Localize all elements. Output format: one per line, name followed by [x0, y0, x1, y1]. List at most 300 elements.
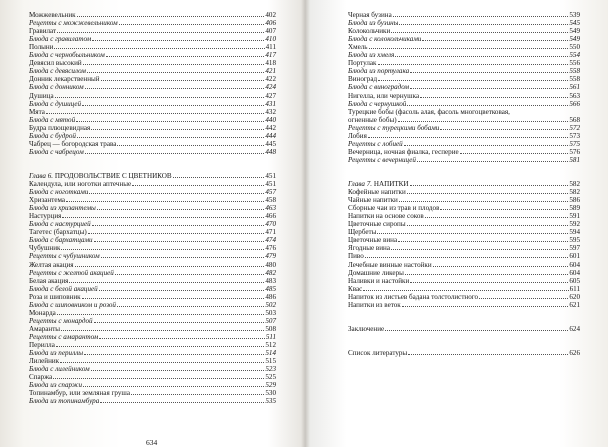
toc-entry	[29, 349, 276, 357]
toc-entry	[29, 236, 276, 244]
toc-entry	[348, 325, 580, 333]
entry-page: 440	[265, 115, 276, 124]
toc-entry	[29, 204, 276, 212]
entry-title: Рецепты с вечерницей	[348, 155, 416, 164]
entry-title: Наливки и настойки	[348, 276, 410, 285]
toc-entry	[348, 188, 580, 196]
entry-page: 529	[265, 381, 276, 390]
dot-leader	[89, 193, 264, 194]
dot-leader	[398, 241, 568, 242]
toc-entry	[29, 373, 276, 381]
dot-leader	[54, 48, 264, 49]
entry-page: 597	[569, 244, 580, 253]
entry-title: Блюда с бархатцами	[29, 236, 93, 245]
entry-page: 514	[265, 349, 276, 358]
dot-leader	[407, 105, 568, 106]
dot-leader	[402, 306, 569, 307]
entry-page: 626	[569, 349, 580, 358]
toc-entry	[29, 333, 276, 341]
entry-title: Пиво	[348, 252, 364, 261]
toc-entry	[29, 51, 276, 59]
toc-entry	[29, 301, 276, 309]
entry-page: 445	[265, 139, 276, 148]
dot-leader	[479, 298, 568, 299]
entry-title: Сборные чаи из трав и плодов	[348, 204, 440, 213]
entry-title: Тагетес (бархатцы)	[29, 228, 87, 237]
toc-entry	[29, 67, 276, 75]
toc-entry	[29, 381, 276, 389]
toc-entry	[348, 132, 580, 140]
toc-entry	[29, 59, 276, 67]
entry-page: 624	[569, 324, 580, 333]
toc-entry	[348, 293, 580, 301]
toc-entry	[29, 11, 276, 19]
dot-leader	[77, 16, 265, 17]
entry-page: 444	[265, 131, 276, 140]
entry-title: Рецепты с можжевельником	[29, 19, 118, 28]
entry-title: Вечерница, ночная фиалка, гесперие	[348, 147, 459, 156]
toc-entry	[29, 357, 276, 365]
dot-leader	[410, 72, 568, 73]
entry-page: 508	[265, 324, 276, 333]
dot-leader	[55, 97, 265, 98]
entry-title: Черная бузина	[348, 11, 392, 20]
entry-title: Колокольчики	[348, 27, 391, 36]
toc-entry	[348, 204, 580, 212]
entry-title: Блюда с шиповником и розой	[29, 300, 116, 309]
entry-title	[348, 180, 409, 188]
entry-page: 604	[569, 260, 580, 269]
dot-leader	[132, 185, 264, 186]
entry-page: 432	[265, 107, 276, 116]
toc-entry	[348, 252, 580, 260]
entry-page: 427	[265, 91, 276, 100]
dot-leader	[460, 153, 569, 154]
toc-entry	[29, 277, 276, 285]
entry-page: 402	[265, 11, 276, 20]
entry-page: 594	[569, 228, 580, 237]
entry-title: Блюда из хмеля	[348, 51, 395, 60]
chapter-title: НАПИТКИ	[373, 180, 409, 189]
toc-entry	[29, 140, 276, 148]
dot-leader	[399, 201, 569, 202]
entry-page: 525	[265, 373, 276, 382]
toc-entry	[29, 108, 276, 116]
entry-title: Щербеты	[348, 228, 377, 237]
toc-entry	[348, 269, 580, 277]
toc-entry	[348, 67, 580, 75]
entry-title: Ягодные вина	[348, 244, 390, 253]
entry-title: Монарда	[29, 308, 56, 317]
entry-page: 611	[569, 284, 580, 293]
entry-page: 601	[569, 252, 580, 261]
dot-leader	[87, 72, 264, 73]
entry-title: Список литературы	[348, 349, 408, 358]
entry-page: 535	[265, 397, 276, 406]
entry-page: 589	[569, 204, 580, 213]
dot-leader	[57, 314, 265, 315]
toc-entry	[29, 365, 276, 373]
entry-page: 424	[265, 83, 276, 92]
entry-title: Блюда из спаржи	[29, 381, 83, 390]
entry-page: 573	[569, 131, 580, 140]
entry-page: 483	[265, 276, 276, 285]
toc-entry	[29, 285, 276, 293]
entry-title: Блюда с лилейником	[29, 365, 90, 374]
dot-leader	[94, 241, 265, 242]
toc-entry	[29, 27, 276, 35]
dot-leader	[100, 402, 264, 403]
toc-entry	[348, 212, 580, 220]
entry-title: Календула, или ноготки аптечные	[29, 180, 132, 189]
chapter-heading	[348, 180, 580, 188]
entry-title: Блюда с чабрецом	[29, 147, 84, 156]
toc-entry	[29, 341, 276, 349]
entry-title: Блюда с настурцией	[29, 220, 91, 229]
entry-title: Кофейные напитки	[348, 188, 406, 197]
entry-page: 515	[265, 357, 276, 366]
dot-leader	[82, 298, 265, 299]
toc-entry	[348, 228, 580, 236]
entry-page: 586	[569, 196, 580, 205]
entry-title: Гравилат	[29, 27, 57, 36]
entry-page: 485	[265, 284, 276, 293]
entry-page: 417	[265, 51, 276, 60]
toc-entry	[348, 83, 580, 91]
entry-title: Блюда с мятой	[29, 115, 76, 124]
dot-leader	[61, 330, 264, 331]
entry-title: Хмель	[348, 43, 368, 52]
toc-entry	[348, 35, 580, 43]
entry-title: Блюда с колокольчиками	[348, 35, 422, 44]
entry-page: 566	[569, 99, 580, 108]
entry-title: Рецепты с желтой акацией	[29, 268, 114, 277]
entry-title: Роза и шиповник	[29, 292, 81, 301]
entry-page: 431	[265, 99, 276, 108]
entry-page: 620	[569, 292, 580, 301]
dot-leader	[115, 274, 265, 275]
toc-entry	[29, 389, 276, 397]
entry-page: 482	[265, 268, 276, 277]
entry-page: 418	[265, 59, 276, 68]
dot-leader	[377, 233, 568, 234]
entry-page: 550	[569, 43, 580, 52]
toc-entry	[348, 43, 580, 51]
dot-leader	[417, 161, 568, 162]
entry-title: Лобия	[348, 131, 367, 140]
dot-leader	[173, 177, 265, 178]
entry-page: 451	[265, 171, 276, 180]
entry-title: Чайные напитки	[348, 196, 398, 205]
dot-leader	[391, 249, 568, 250]
entry-page: 512	[265, 340, 276, 349]
entry-title: Рецепты с амарантом	[29, 332, 99, 341]
dot-leader	[420, 97, 568, 98]
entry-title: Блюда из портулака	[348, 67, 410, 76]
dot-leader	[83, 386, 264, 387]
entry-title: Лечебные винные настойки	[348, 260, 432, 269]
dot-leader	[94, 322, 265, 323]
entry-page: 480	[265, 260, 276, 269]
entry-title: Турецкие бобы (фасоль алая, фасоль многоцветковая,	[348, 107, 510, 116]
page-number: 634	[146, 438, 158, 447]
toc-entry	[348, 124, 580, 132]
toc-entry	[29, 180, 276, 188]
entry-title: Топинамбур, или земляная груша	[29, 389, 131, 398]
toc-entry	[29, 228, 276, 236]
entry-title: Блюда с девясилом	[29, 67, 86, 76]
entry-title: Желтая акация	[29, 260, 74, 269]
dot-leader	[391, 32, 568, 33]
entry-page: 595	[569, 236, 580, 245]
toc-entry	[29, 35, 276, 43]
toc-right	[348, 11, 580, 357]
entry-title	[29, 172, 172, 180]
entry-title: Блюда из периллы	[29, 349, 84, 358]
dot-leader	[368, 137, 569, 138]
dot-leader	[97, 209, 265, 210]
dot-leader	[99, 338, 264, 339]
toc-entry	[29, 75, 276, 83]
dot-leader	[66, 201, 264, 202]
toc-entry	[29, 269, 276, 277]
dot-leader	[408, 354, 568, 355]
toc-entry	[348, 285, 580, 293]
entry-page: 471	[265, 228, 276, 237]
entry-page: 474	[265, 236, 276, 245]
entry-page: 558	[569, 75, 580, 84]
entry-title: Рецепты с лобией	[348, 139, 403, 148]
toc-entry	[348, 277, 580, 285]
entry-title: Домашние ликеры	[348, 268, 404, 277]
dot-leader	[369, 48, 569, 49]
entry-title: Цветочные вина	[348, 236, 398, 245]
entry-page: 563	[569, 91, 580, 100]
dot-leader	[363, 290, 568, 291]
toc-entry	[29, 43, 276, 51]
toc-entry	[348, 196, 580, 204]
toc-entry	[348, 301, 580, 309]
entry-title: Настурция	[29, 212, 62, 221]
dot-leader	[62, 217, 264, 218]
toc-entry	[348, 148, 580, 156]
entry-page: 410	[265, 35, 276, 44]
entry-page: 591	[569, 212, 580, 221]
dot-leader	[56, 346, 265, 347]
dot-leader	[75, 266, 265, 267]
dot-leader	[405, 274, 568, 275]
entry-title: Душица	[29, 91, 54, 100]
dot-leader	[440, 209, 568, 210]
entry-title: Виноград	[348, 75, 378, 84]
entry-page: 476	[265, 244, 276, 253]
dot-leader	[407, 193, 569, 194]
entry-title: Блюда с чернобыльником	[29, 51, 105, 60]
entry-page: 422	[265, 75, 276, 84]
entry-page: 549	[569, 27, 580, 36]
entry-title: Чабрец — богородская трава	[29, 139, 117, 148]
dot-leader	[410, 185, 569, 186]
dot-leader	[101, 257, 265, 258]
entry-title: огненные бобы)	[348, 115, 397, 124]
entry-page: 511	[265, 332, 276, 341]
entry-page: 576	[569, 147, 580, 156]
entry-page: 457	[265, 188, 276, 197]
entry-page: 558	[569, 67, 580, 76]
toc-entry	[29, 91, 276, 99]
toc-entry	[29, 252, 276, 260]
dot-leader	[395, 56, 568, 57]
entry-title: Рецепты с чубушником	[29, 252, 100, 261]
toc-entry	[348, 349, 580, 357]
entry-title: Полыни	[29, 43, 54, 52]
toc-entry	[348, 220, 580, 228]
entry-page: 502	[265, 300, 276, 309]
dot-leader	[76, 121, 264, 122]
entry-page: 486	[265, 292, 276, 301]
entry-page: 545	[569, 19, 580, 28]
toc-entry	[29, 325, 276, 333]
toc-entry	[348, 244, 580, 252]
entry-title: Напитки на основе соков	[348, 212, 424, 221]
dot-leader	[398, 121, 569, 122]
entry-title: Рецепты с монардой	[29, 316, 93, 325]
toc-entry	[348, 19, 580, 27]
dot-leader	[83, 64, 265, 65]
toc-entry	[29, 83, 276, 91]
dot-leader	[440, 129, 568, 130]
toc-entry	[29, 19, 276, 27]
entry-title: Блюда из топинамбура	[29, 397, 100, 406]
toc-entry	[348, 236, 580, 244]
entry-page: 582	[569, 188, 580, 197]
entry-title: Блюда с гравилатом	[29, 35, 92, 44]
chapter-heading	[29, 172, 276, 180]
dot-leader	[85, 153, 265, 154]
dot-leader	[82, 105, 264, 106]
entry-page: 561	[569, 83, 580, 92]
entry-page: 463	[265, 204, 276, 213]
dot-leader	[53, 378, 264, 379]
toc-entry	[348, 116, 580, 124]
toc-entry	[348, 11, 580, 19]
entry-title: Хризантема	[29, 196, 66, 205]
entry-page: 592	[569, 220, 580, 229]
entry-page: 448	[265, 147, 276, 156]
entry-page: 568	[569, 115, 580, 124]
entry-page: 470	[265, 220, 276, 229]
entry-title: Мята	[29, 107, 45, 116]
entry-page: 406	[265, 19, 276, 28]
entry-title: Лилейник	[29, 357, 60, 366]
entry-page: 554	[569, 51, 580, 60]
toc-entry	[348, 260, 580, 268]
toc-entry	[29, 188, 276, 196]
entry-title: Заключение	[348, 324, 385, 333]
entry-title: Девясил высокий	[29, 59, 82, 68]
entry-title: Нигелла, или чернушка	[348, 91, 420, 100]
dot-leader	[393, 16, 569, 17]
dot-leader	[92, 225, 265, 226]
entry-page: 507	[265, 316, 276, 325]
entry-page: 549	[569, 35, 580, 44]
toc-entry	[348, 91, 580, 99]
toc-entry	[29, 148, 276, 156]
dot-leader	[399, 24, 568, 25]
dot-leader	[407, 225, 569, 226]
entry-page: 530	[265, 389, 276, 398]
toc-entry	[348, 59, 580, 67]
dot-leader	[61, 249, 264, 250]
entry-page: 523	[265, 365, 276, 374]
dot-leader	[91, 370, 265, 371]
dot-leader	[117, 306, 264, 307]
entry-title: Можжевельник	[29, 11, 76, 20]
toc-entry	[348, 156, 580, 164]
dot-leader	[92, 40, 264, 41]
dot-leader	[131, 394, 264, 395]
toc-entry	[29, 293, 276, 301]
dot-leader	[85, 88, 265, 89]
toc-entry	[29, 196, 276, 204]
entry-page: 575	[569, 139, 580, 148]
toc-entry	[348, 100, 580, 108]
toc-entry	[29, 212, 276, 220]
entry-title: Блюда с чернушкой	[348, 99, 407, 108]
toc-entry	[29, 309, 276, 317]
dot-leader	[410, 282, 568, 283]
entry-page: 421	[265, 67, 276, 76]
entry-page: 581	[569, 155, 580, 164]
toc-entry	[29, 100, 276, 108]
entry-page: 605	[569, 276, 580, 285]
toc-entry	[29, 220, 276, 228]
dot-leader	[425, 217, 569, 218]
entry-title: Блюда с виноградом	[348, 83, 410, 92]
dot-leader	[46, 113, 264, 114]
toc-entry	[29, 124, 276, 132]
entry-title: Напиток из листьев бадана толстолистного	[348, 292, 479, 301]
dot-leader	[119, 24, 265, 25]
dot-leader	[385, 330, 568, 331]
entry-title: Рецепты с турецкими бобами	[348, 123, 440, 132]
entry-page: 466	[265, 212, 276, 221]
toc-entry	[348, 75, 580, 83]
entry-title: Белая акация	[29, 276, 69, 285]
dot-leader	[84, 354, 264, 355]
dot-leader	[77, 137, 264, 138]
entry-title: Блюда с душицей	[29, 99, 82, 108]
dot-leader	[106, 56, 265, 57]
dot-leader	[378, 64, 569, 65]
dot-leader	[433, 266, 569, 267]
toc-entry	[29, 397, 276, 405]
entry-page: 407	[265, 27, 276, 36]
entry-title: Напитки из веток	[348, 300, 401, 309]
entry-page: 479	[265, 252, 276, 261]
toc-entry	[29, 244, 276, 252]
entry-title: Блюда с будрой	[29, 131, 76, 140]
entry-page: 556	[569, 59, 580, 68]
entry-title: Амаранты	[29, 324, 61, 333]
entry-page: 442	[265, 123, 276, 132]
entry-title: Портулак	[348, 59, 377, 68]
chapter-label: Глава 7.	[348, 180, 373, 189]
entry-title: Блюда из хризантемы	[29, 204, 96, 213]
toc-entry	[29, 116, 276, 124]
entry-page: 621	[569, 300, 580, 309]
dot-leader	[88, 233, 265, 234]
